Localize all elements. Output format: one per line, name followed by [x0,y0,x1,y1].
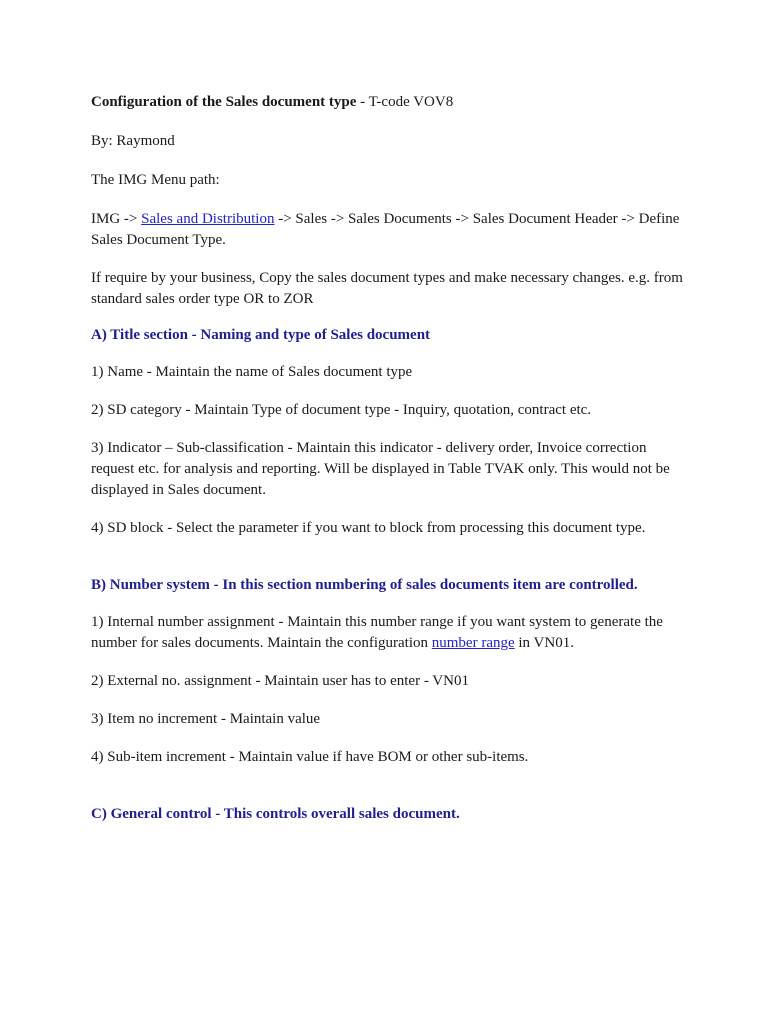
title-bold-text: Configuration of the Sales document type [91,94,357,110]
sales-and-distribution-link[interactable]: Sales and Distribution [141,211,275,227]
section-b-item: 3) Item no increment - Maintain value [91,711,321,727]
section-a-item: 4) SD block - Select the parameter if you want to block from processing this document type. [91,520,646,536]
number-range-link[interactable]: number range [431,635,515,651]
img-path-label: The IMG Menu path: [91,172,220,188]
document-title [91,92,691,113]
section-a-item: 3) Indicator – Sub-classification - Maintain this indicator - delivery order, Invoice correction request etc. for analysis and reporting. Will be displayed in Table TVAK only. This would not be displayed in Sales document. [91,440,670,498]
section-b-item1-prefix: 1) Internal number assignment - Maintain this number range if you want system to generate the number for sales documents. Maintain the configuration [91,614,663,651]
section-b-item [91,612,691,654]
img-path-suffix: -> Sales -> Sales Documents -> Sales Document Header -> Define Sales Document Type. [91,211,680,248]
img-path [91,209,691,251]
section-a-item: 2) SD category - Maintain Type of document type - Inquiry, quotation, contract etc. [91,402,592,418]
section-b-heading: B) Number system - In this section numbering of sales documents item are controlled. [91,577,638,593]
section-b-item: 4) Sub-item increment - Maintain value if have BOM or other sub-items. [91,749,529,765]
section-b-item1-suffix: in VN01. [514,635,574,651]
section-a-item: 1) Name - Maintain the name of Sales document type [91,364,413,380]
section-b-item: 2) External no. assignment - Maintain user has to enter - VN01 [91,673,469,689]
img-path-prefix: IMG -> [91,211,142,227]
document-page [91,92,691,825]
title-tcode: - T-code VOV8 [356,94,454,110]
author-line: By: Raymond [91,133,175,149]
section-a-heading: A) Title section - Naming and type of Sales document [91,327,431,343]
copy-note: If require by your business, Copy the sales document types and make necessary changes. e.g. from standard sales order type OR to ZOR [91,270,683,307]
section-c-heading: C) General control - This controls overall sales document. [91,806,460,822]
